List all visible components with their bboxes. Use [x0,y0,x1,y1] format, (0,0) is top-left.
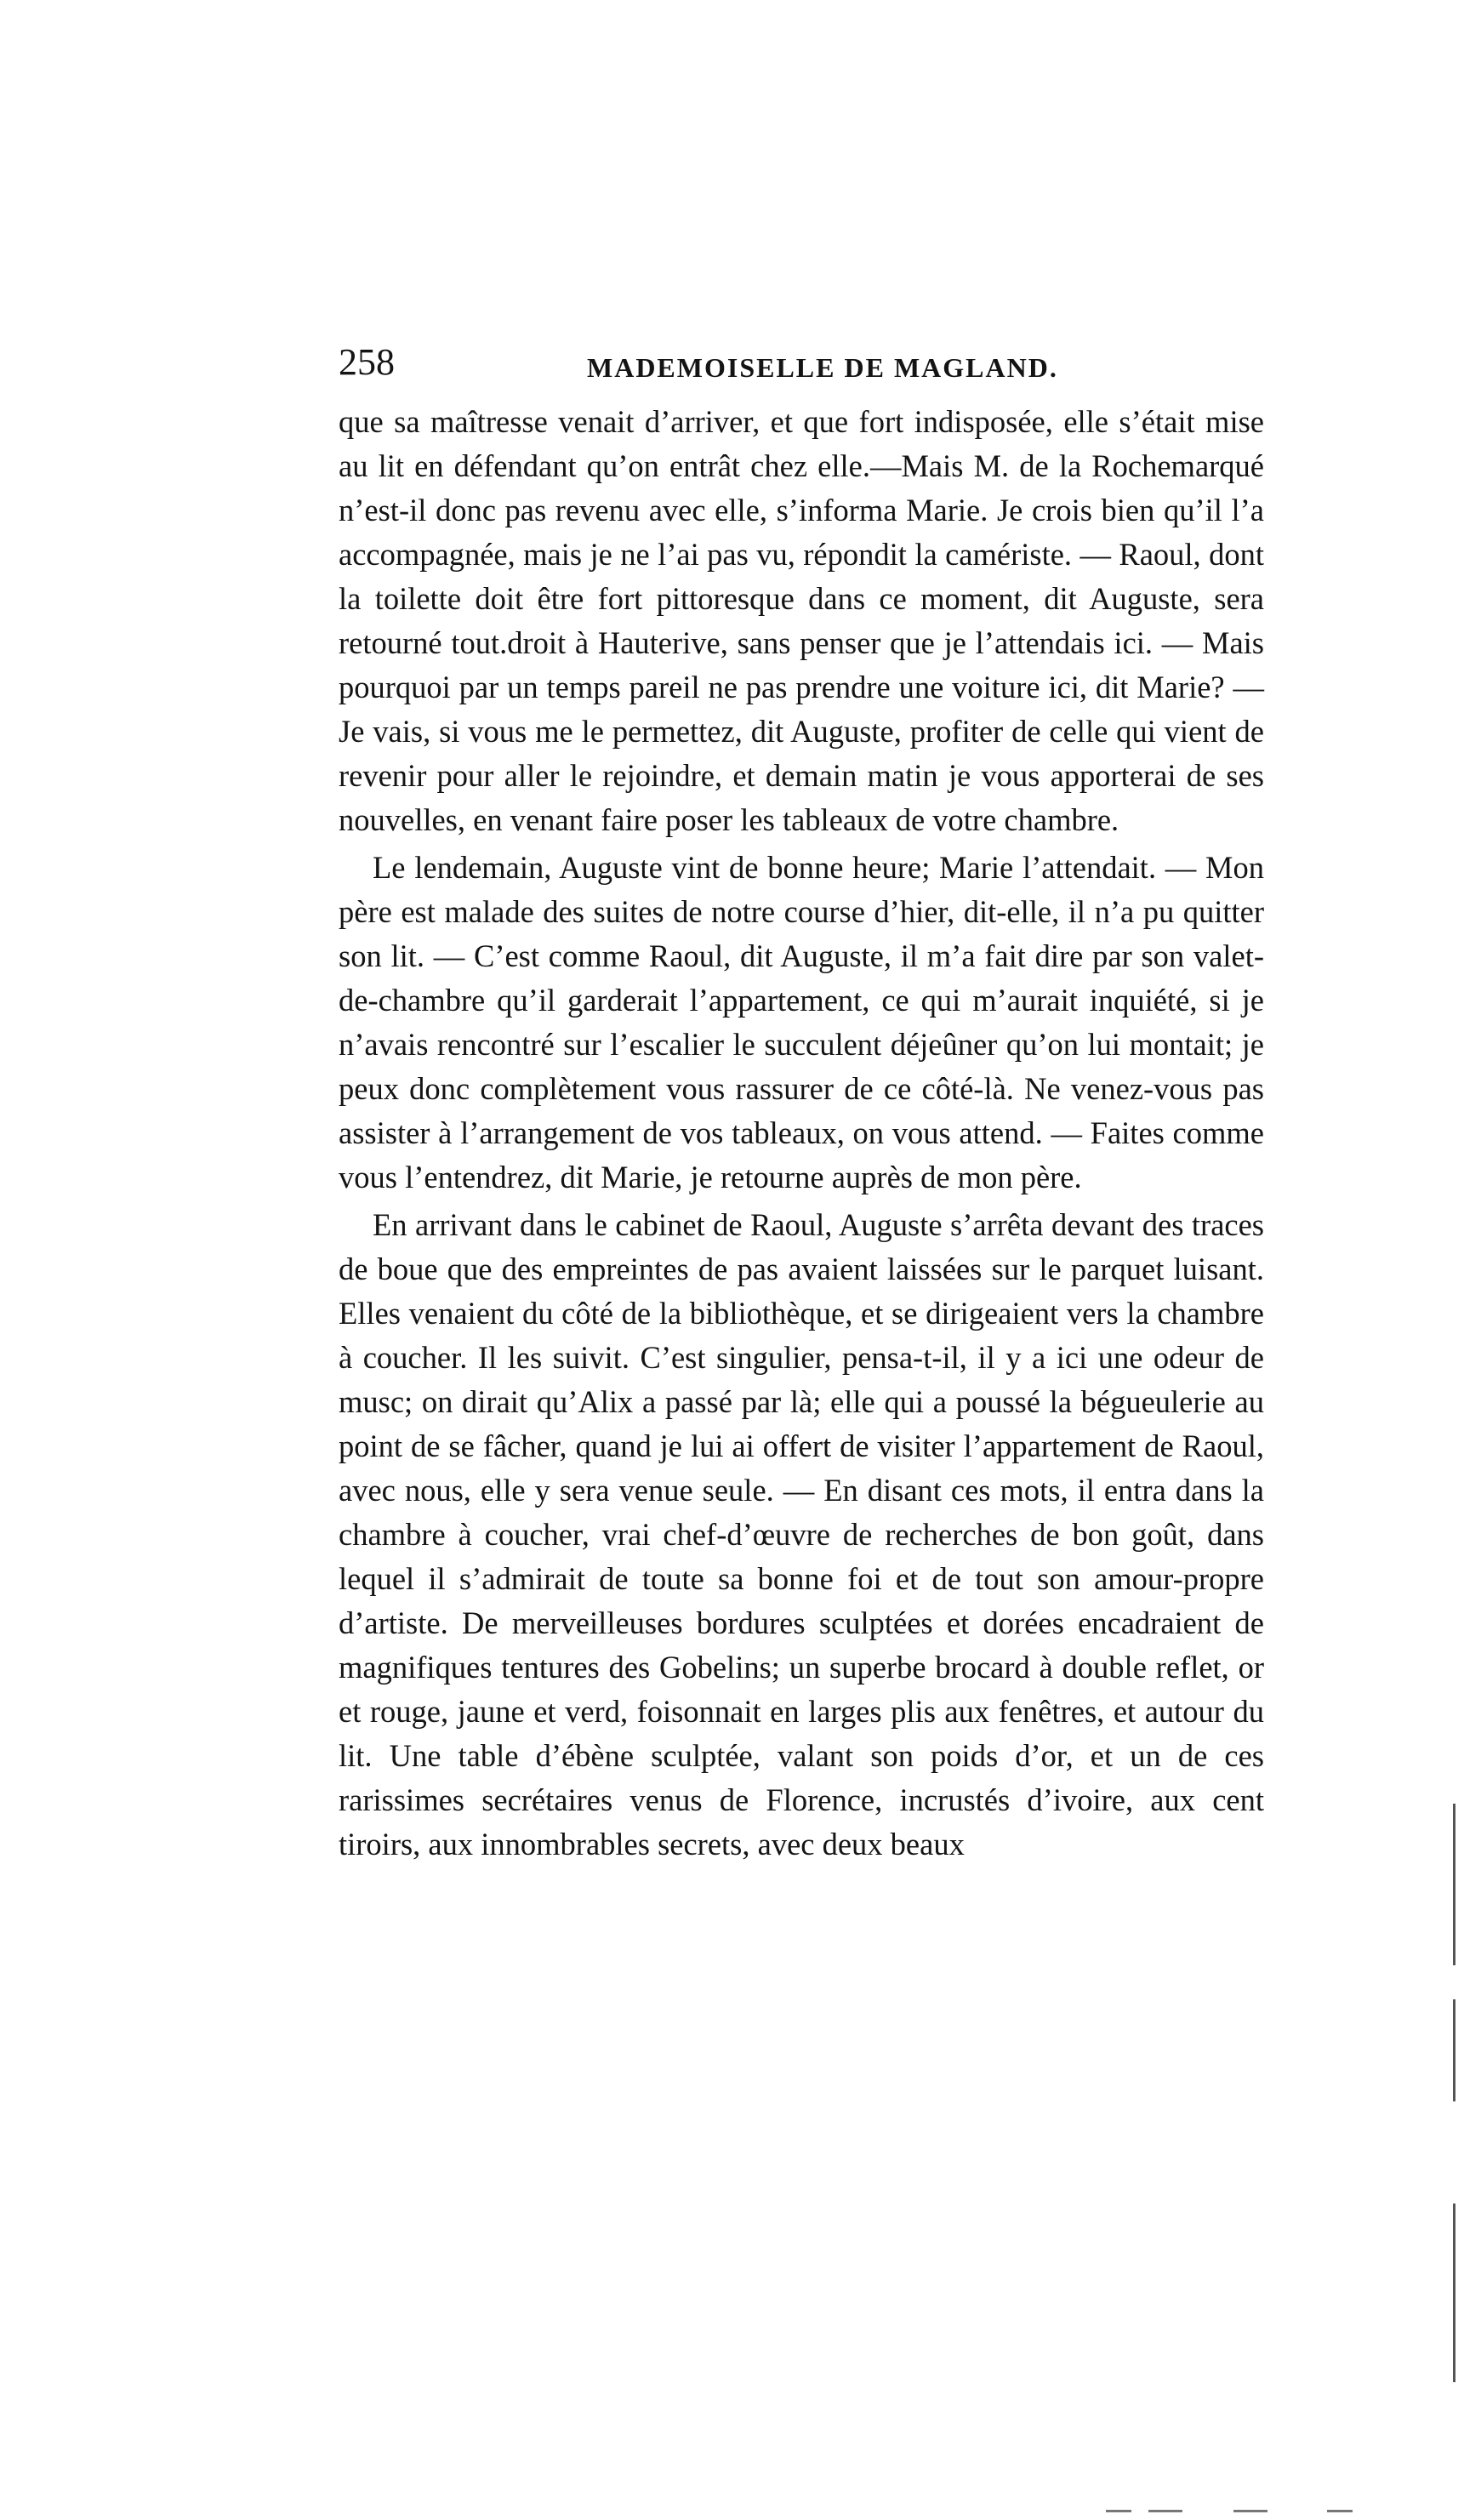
paragraph-2: Le lendemain, Auguste vint de bonne heure; Marie l’attendait. — Mon père est malade des suites de notre course d’hier, dit-elle, il n’a pu quitter son lit. — C’est comme Raoul, dit Auguste, il m’a fait dire par son valet-de-chambre qu’il garderait l’appartement, ce qui m’aurait inquiété, si je n’avais rencontré sur l’escalier le succulent déjeûner qu’on lui montait; je peux donc complètement vous rassurer de ce côté-là. Ne venez-vous pas assister à l’arrangement de vos tableaux, on vous attend. — Faites comme vous l’entendrez, dit Marie, je retourne auprès de mon père. [339,850,1264,1194]
page-number: 258 [339,341,395,383]
scan-edge-line [1453,1999,1455,2101]
scan-edge-mark [1148,2510,1182,2512]
scan-edge-line [1453,1804,1455,1965]
scan-edge-mark [1233,2510,1267,2512]
paragraph-3: En arrivant dans le cabinet de Raoul, Auguste s’arrêta devant des traces de boue que des empreintes de pas avaient laissées sur le parquet luisant. Elles venaient du côté de la bibliothèque, et se dirigeaient vers la chambre à coucher. Il les suivit. C’est singulier, pensa-t-il, il y a ici une odeur de musc; on dirait qu’Alix a passé par là; elle qui a poussé la bégueulerie au point de se fâcher, quand je lui ai offert de visiter l’appartement de Raoul, avec nous, elle y sera venue seule. — En disant ces mots, il entra dans la chambre à coucher, vrai chef-d’œuvre de recherches de bon goût, dans lequel il s’admirait de toute sa bonne foi et de tout son amour-propre d’artiste. De merveilleuses bordures sculptées et dorées encadraient de magnifiques tentures des Gobelins; un superbe brocard à double reflet, or et rouge, jaune et verd, foisonnait en larges plis aux fenêtres, et autour du lit. Une table d’ébène sculptée, valant son poids d’or, et un de ces rarissimes secrétaires venus de Florence, incrustés d’ivoire, aux cent tiroirs, aux innombrables secrets, avec deux beaux [339,1207,1264,1861]
scan-edge-line [1453,2204,1455,2382]
page-header [339,340,1264,391]
running-title: MADEMOISELLE DE MAGLAND. [587,352,1058,383]
scan-edge-mark [1327,2510,1353,2512]
scan-edge-mark [1106,2510,1131,2512]
paragraph-1: que sa maîtresse venait d’arriver, et que fort indisposée, elle s’était mise au lit en défendant qu’on entrât chez elle.—Mais M. de la Rochemarqué n’est-il donc pas revenu avec elle, s’informa Marie. Je crois bien qu’il l’a accompagnée, mais je ne l’ai pas vu, répondit la caméristе. — Raoul, dont la toilette doit être fort pittoresque dans ce moment, dit Auguste, sera retourné tout.droit à Hauterive, sans penser que je l’attendais ici. — Mais pourquoi par un temps pareil ne pas prendre une voiture ici, dit Marie? — Je vais, si vous me le permettez, dit Auguste, profiter de celle qui vient de revenir pour aller le rejoindre, et demain matin je vous apporterai de ses nouvelles, en venant faire poser les tableaux de votre chambre. [339,404,1264,837]
page-body [339,400,1264,1867]
